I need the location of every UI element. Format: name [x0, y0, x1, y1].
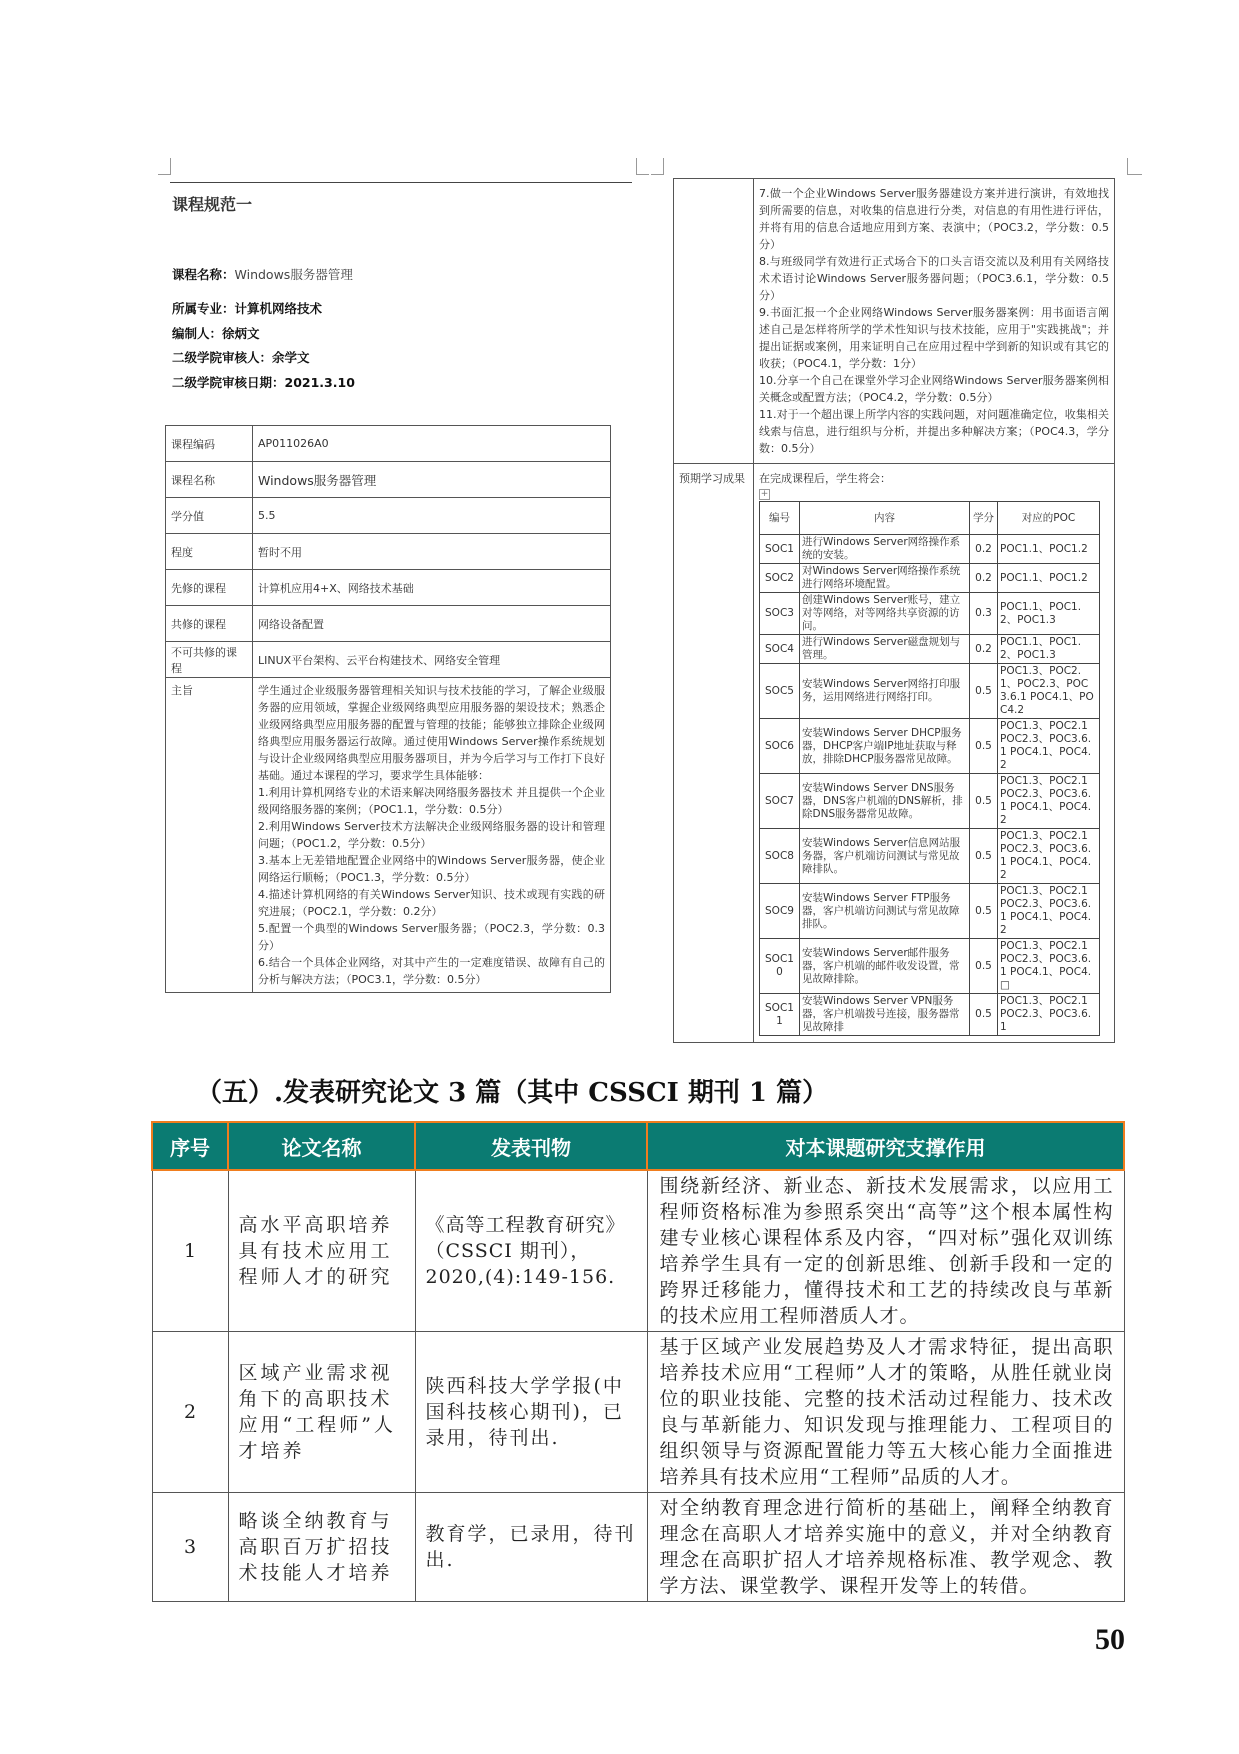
soc-credit: 0.2	[970, 564, 998, 593]
soc-id: SOC7	[760, 774, 800, 829]
soc-row	[760, 884, 1100, 939]
papers-section	[151, 1077, 1125, 1658]
meta-review-date: 二级学院审核日期：2021.3.10	[172, 375, 355, 390]
soc-credit: 0.5	[970, 664, 998, 719]
outcome-intro: 在完成课程后，学生将会：	[759, 472, 891, 485]
soc-content: 安装Windows Server DHCP服务器，DHCP客户端IP地址获取与释放，排除DHCP服务器常见故障。	[800, 719, 970, 774]
soc-row	[760, 593, 1100, 635]
soc-poc: POC1.1、POC1.2	[998, 535, 1100, 564]
soc-poc: POC1.3、POC2.1 POC2.3、POC3.6.1 POC4.1、POC4.□	[998, 939, 1100, 994]
table-row: 课程编码 AP011026A0	[166, 426, 611, 462]
table-row: 3 略谈全纳教育与高职百万扩招技术技能人才培养 教育学，已录用，待刊出. 对全纳教育理念进行简析的基础上，阐释全纳教育理念在高职人才培养实施中的意义，并对全纳教育理念在高职扩招人才培养规格标准、教学观念、教学方法、课堂教学、课程开发等上的转借。	[152, 1493, 1124, 1602]
table-row: 程度 暂时不用	[166, 534, 611, 570]
soc-poc: POC1.3、POC2.1、POC2.3、POC3.6.1 POC4.1、POC4.2	[998, 664, 1100, 719]
soc-credit: 0.2	[970, 635, 998, 664]
soc-poc: POC1.3、POC2.1 POC2.3、POC3.6.1 POC4.1、POC4.2	[998, 884, 1100, 939]
soc-poc: POC1.1、POC1.2	[998, 564, 1100, 593]
soc-content: 创建Windows Server账号，建立对等网络，对等网络共享资源的访问。	[800, 593, 970, 635]
table-row: 课程名称 Windows服务器管理	[166, 462, 611, 498]
soc-id: SOC9	[760, 884, 800, 939]
soc-row	[760, 939, 1100, 994]
soc-credit: 0.2	[970, 535, 998, 564]
soc-poc: POC1.3、POC2.1 POC2.3、POC3.6.1 POC4.1、POC4.2	[998, 774, 1100, 829]
soc-credit: 0.5	[970, 939, 998, 994]
meta-reviewer: 二级学院审核人：余学文	[172, 350, 310, 365]
papers-table	[151, 1121, 1125, 1602]
soc-credit: 0.3	[970, 593, 998, 635]
soc-credit: 0.5	[970, 884, 998, 939]
soc-credit: 0.5	[970, 774, 998, 829]
outcome-label: 预期学习成果	[674, 464, 754, 1043]
soc-row	[760, 774, 1100, 829]
divider	[170, 182, 632, 183]
soc-content: 安装Windows Server FTP服务器，客户机端访问测试与常见故障排队。	[800, 884, 970, 939]
meta-major: 所属专业：计算机网络技术	[172, 301, 323, 316]
course-spec-continued	[673, 178, 1115, 1043]
soc-id: SOC4	[760, 635, 800, 664]
soc-row	[760, 664, 1100, 719]
table-row: 1 高水平高职培养具有技术应用工程师人才的研究 《高等工程教育研究》（CSSCI 期刊），2020,(4):149-156. 围绕新经济、新业态、新技术发展需求，以应用工程师资格标准为参照系突出“高等”这个根本属性构建专业核心课程体系及内容，“四对标”强化双训练培养学生具有一定的创新思维、创新手段和一定的跨界迁移能力，懂得技术和工艺的持续改良与革新的技术应用工程师潜质人才。	[152, 1170, 1124, 1332]
soc-content: 进行Windows Server磁盘规划与管理。	[800, 635, 970, 664]
outcome-cell	[754, 464, 1115, 1043]
soc-row	[760, 564, 1100, 593]
table-row: 共修的课程 网络设备配置	[166, 606, 611, 642]
soc-id: SOC11	[760, 994, 800, 1036]
table-row: 先修的课程 计算机应用4+X、网络技术基础	[166, 570, 611, 606]
soc-content: 安装Windows Server邮件服务器，客户机端的邮件收发设置，常见故障排除。	[800, 939, 970, 994]
course-info-table	[165, 425, 611, 993]
soc-id: SOC2	[760, 564, 800, 593]
table-row: 不可共修的课程 LINUX平台架构、云平台构建技术、网络安全管理	[166, 642, 611, 678]
soc-content: 安装Windows Server DNS服务器，DNS客户机端的DNS解析，排除DNS服务器常见故障。	[800, 774, 970, 829]
aim-cell: 学生通过企业级服务器管理相关知识与技术技能的学习，了解企业级服务器的应用领域，掌握企业级网络典型应用服务器的架设技术；熟悉企业级网络典型应用服务器的配置与管理的技能；能够独立排除企业级网络典型应用服务器运行故障。通过使用Windows Server操作系统规划与设计企业级网络典型应用服务器项目，并为今后学习与工作打下良好基础。通过本课程的学习，要求学生具体能够： 1.利用计算机网络专业的术语来解决网络服务器技术 并且提供一个企业级网络服务器的案例；（POC1.1，学分数：0.5分） 2.利用Windows Server技术方法解决企业级网络服务器的设计和管理问题；（POC1.2，学分数：0.5分） 3.基本上无差错地配置企业网络中的Windows Server服务器，使企业网络运行顺畅；（POC1.3，学分数：0.5分） 4.描述计算机网络的有关Windows Server知识、技术或现有实践的研究进展；（POC2.1，学分数：0.2分） 5.配置一个典型的Windows Server服务器；（POC2.3，学分数：0.3分） 6.结合一个具体企业网络，对其中产生的一定难度错误、故障有自己的分析与解决方法；（POC3.1，学分数：0.5分）	[253, 678, 611, 993]
soc-poc: POC1.3、POC2.1 POC2.3、POC3.6.1	[998, 994, 1100, 1036]
soc-row	[760, 635, 1100, 664]
soc-content: 对Windows Server网络操作系统进行网络环境配置。	[800, 564, 970, 593]
soc-row	[760, 994, 1100, 1036]
table-move-handle-icon[interactable]: +	[760, 489, 769, 499]
soc-row	[760, 719, 1100, 774]
soc-id: SOC3	[760, 593, 800, 635]
soc-row	[760, 829, 1100, 884]
soc-id: SOC10	[760, 939, 800, 994]
meta-course-name: 课程名称：Windows服务器管理	[172, 267, 353, 282]
soc-content: 安装Windows Server VPN服务器，客户机端拨号连接，服务器常见故障排	[800, 994, 970, 1036]
table-header-row: 编号 内容 学分 对应的POC	[760, 502, 1100, 535]
table-row-aim: 主旨 学生通过企业级服务器管理相关知识与技术技能的学习，了解企业级服务器的应用领域，掌握企业级网络典型应用服务器的架设技术；熟悉企业级网络典型应用服务器的配置与管理的技能；能够独立排除企业级网络典型应用服务器运行故障。通过使用Windows Server操作系统规划与设计企业级网络典型应用服务器项目，并为今后学习与工作打下良好基础。通过本课程的学习，要求学生具体能够： 1.利用计算机网络专业的术语来解决网络服务器技术 并且提供一个企业级网络服务器的案例；（POC1.1，学分数：0.5分） 2.利用Windows Server技术方法解决企业级网络服务器的设计和管理问题；（POC1.2，学分数：0.5分） 3.基本上无差错地配置企业网络中的Windows Server服务器，使企业网络运行顺畅；（POC1.3，学分数：0.5分） 4.描述计算机网络的有关Windows Server知识、技术或现有实践的研究进展；（POC2.1，学分数：0.2分） 5.配置一个典型的Windows Server服务器；（POC2.3，学分数：0.3分） 6.结合一个具体企业网络，对其中产生的一定难度错误、故障有自己的分析与解决方法；（POC3.1，学分数：0.5分）	[166, 678, 611, 993]
course-spec-continued-table	[673, 178, 1115, 1043]
course-spec-page-1	[165, 178, 611, 993]
soc-poc: POC1.3、POC2.1 POC2.3、POC3.6.1 POC4.1、POC4.2	[998, 719, 1100, 774]
page-number: 50	[1095, 1623, 1125, 1656]
meta-author: 编制人：徐炳文	[172, 326, 260, 341]
soc-id: SOC1	[760, 535, 800, 564]
soc-table	[759, 501, 1100, 1036]
soc-credit: 0.5	[970, 994, 998, 1036]
aims-continued: 7.做一个企业Windows Server服务器建设方案并进行演讲，有效地找到所需要的信息，对收集的信息进行分类，对信息的有用性进行评估，并将有用的信息合适地应用到方案、表演中；（POC3.2，学分数：0.5分） 8.与班级同学有效进行正式场合下的口头言语交流以及利用有关网络技术术语讨论Windows Server服务器问题；（POC3.6.1，学分数：0.5分） 9.书面汇报一个企业网络Windows Server服务器案例：用书面语言阐述自己是怎样将所学的学术性知识与技术技能，应用于"实践挑战"；并提出证据或案例，用来证明自己在应用过程中学到新的知识或有其它的收获；（POC4.1，学分数：1分） 10.分享一个自己在课堂外学习企业网络Windows Server服务器案例相关概念或配置方法；（POC4.2，学分数：0.5分） 11.对于一个超出课上所学内容的实践问题，对问题准确定位，收集相关线索与信息，进行组织与分析，并提出多种解决方案；（POC4.3，学分数：0.5分）	[754, 179, 1115, 464]
soc-poc: POC1.3、POC2.1 POC2.3、POC3.6.1 POC4.1、POC4.2	[998, 829, 1100, 884]
spec-title: 课程规范一	[172, 195, 253, 214]
soc-content: 进行Windows Server网络操作系统的安装。	[800, 535, 970, 564]
soc-id: SOC5	[760, 664, 800, 719]
soc-id: SOC6	[760, 719, 800, 774]
soc-row	[760, 535, 1100, 564]
soc-content: 安装Windows Server信息网站服务器，客户机端访问测试与常见故障排队。	[800, 829, 970, 884]
table-row: 2 区域产业需求视角下的高职技术应用“工程师”人才培养 陕西科技大学学报(中国科技核心期刊)，已录用，待刊出. 基于区域产业发展趋势及人才需求特征，提出高职培养技术应用“工程师”人才的策略，从胜任就业岗位的职业技能、完整的技术活动过程能力、技术改良与革新能力、知识发现与推理能力、工程项目的组织领导与资源配置能力等五大核心能力全面推进培养具有技术应用“工程师”品质的人才。	[152, 1332, 1124, 1493]
table-header-row: 序号 论文名称 发表刊物 对本课题研究支撑作用	[152, 1122, 1124, 1170]
soc-id: SOC8	[760, 829, 800, 884]
table-row	[674, 464, 1115, 1043]
soc-content: 安装Windows Server网络打印服务，运用网络进行网络打印。	[800, 664, 970, 719]
soc-credit: 0.5	[970, 829, 998, 884]
table-row: 学分值 5.5	[166, 498, 611, 534]
soc-poc: POC1.1、POC1.2、POC1.3	[998, 593, 1100, 635]
table-row	[674, 179, 1115, 464]
soc-credit: 0.5	[970, 719, 998, 774]
section-heading: （五）.发表研究论文 3 篇（其中 CSSCI 期刊 1 篇）	[196, 1078, 829, 1108]
soc-poc: POC1.1、POC1.2、POC1.3	[998, 635, 1100, 664]
